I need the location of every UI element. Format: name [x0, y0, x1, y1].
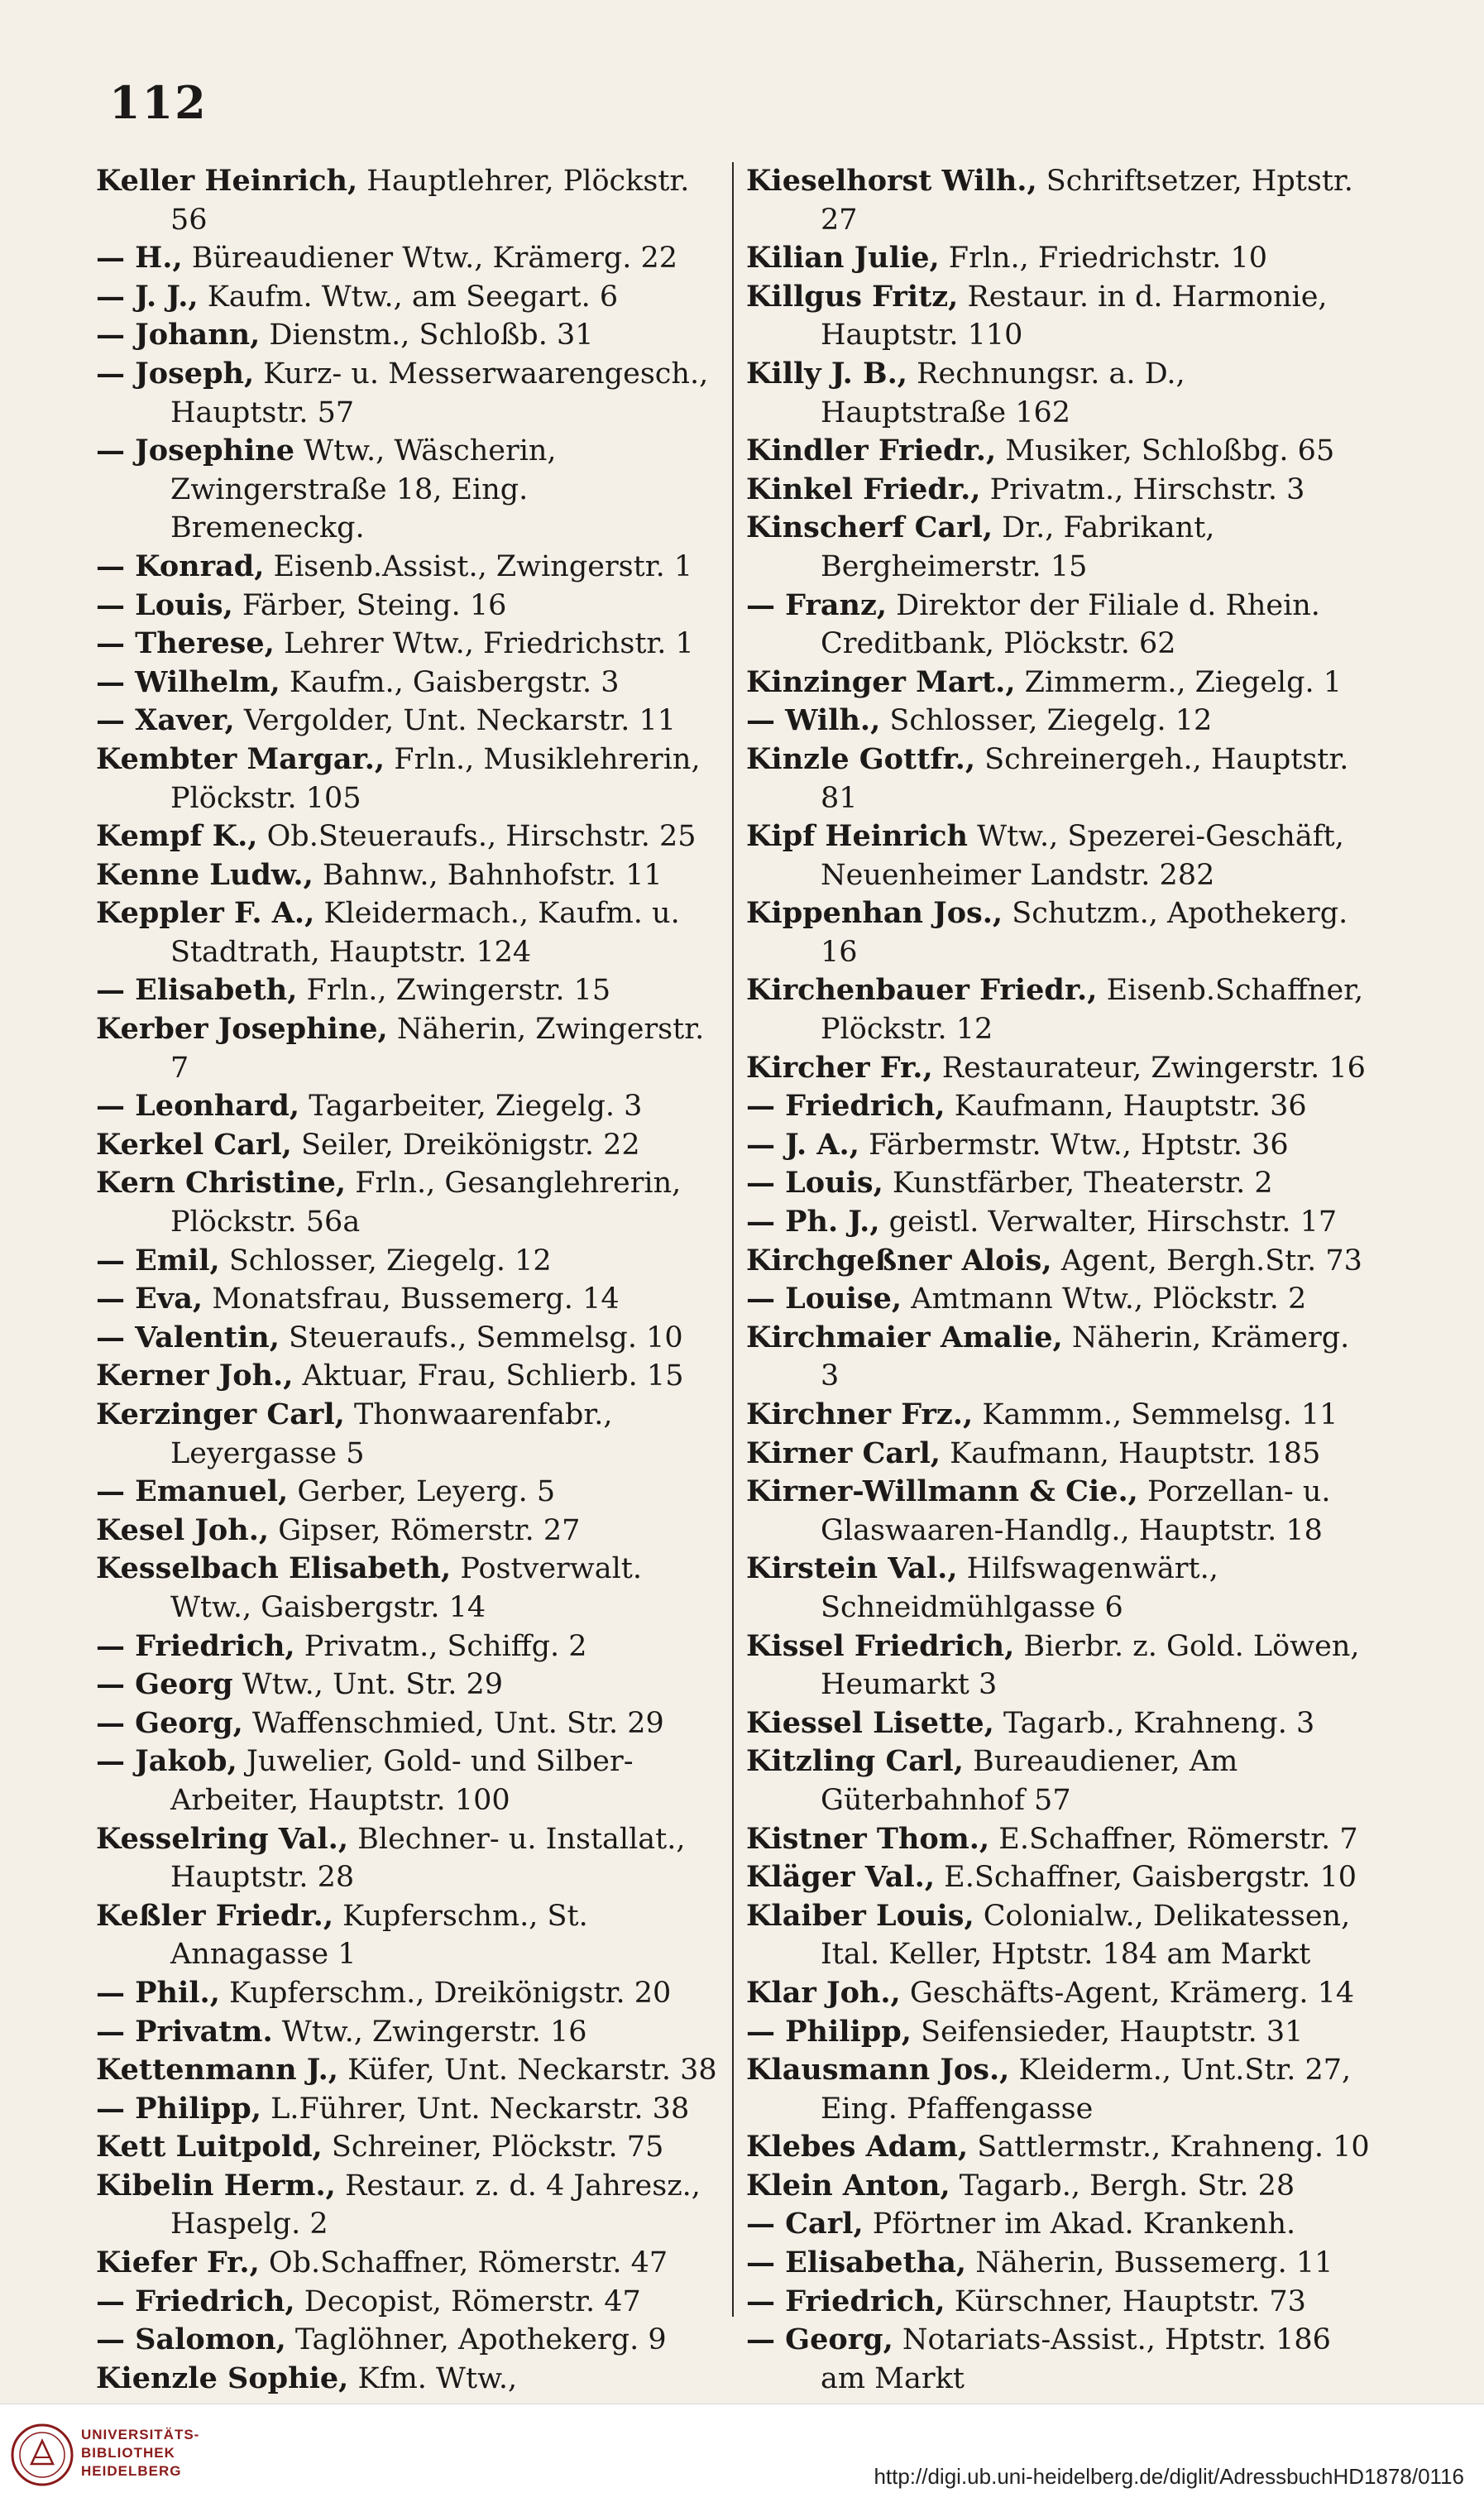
entry-name: Kiefer Fr., — [96, 2246, 260, 2280]
entry-name: Kinscherf Carl, — [746, 511, 993, 545]
directory-entry — [96, 1704, 725, 1743]
entry-name: Kirchmaier Amalie, — [746, 1320, 1063, 1354]
entry-name: — Georg, — [746, 2322, 893, 2357]
entry-name: — Friedrich, — [96, 2284, 295, 2318]
entry-details: Büreaudiener Wtw., Krämerg. 22 — [182, 242, 678, 276]
entry-details: Kaufmann, Hauptstr. 185 — [940, 1436, 1321, 1470]
entry-name: Keßler Friedr., — [96, 1898, 334, 1933]
entry-details: Kaufmann, Hauptstr. 36 — [945, 1090, 1307, 1124]
directory-entry — [746, 355, 1375, 432]
entry-details: Kleiderm., Unt.Str. 27, Eing. Pfaffengasse — [821, 2054, 1352, 2126]
directory-entry — [96, 2051, 725, 2090]
directory-entry — [746, 1126, 1375, 1165]
entry-details: Kaufm., Gaisbergstr. 3 — [280, 665, 620, 699]
entry-name: Kibelin Herm., — [96, 2168, 336, 2203]
entry-details: Notariats-Assist., Hptstr. 186 am Markt — [821, 2323, 1331, 2395]
directory-entry — [96, 1627, 725, 1666]
entry-details: Aktuar, Frau, Schlierb. 15 — [293, 1359, 684, 1393]
entry-details: Hilfswagenwärt., Schneidmühlgasse 6 — [821, 1552, 1218, 1624]
directory-entry — [96, 1280, 725, 1319]
entry-name: — Georg, — [96, 1705, 243, 1740]
directory-entry — [746, 2321, 1375, 2398]
directory-entry — [746, 1473, 1375, 1550]
entry-name: Kerner Joh., — [96, 1359, 294, 1393]
entry-name: Kempf K., — [96, 819, 258, 854]
directory-entry — [96, 239, 725, 278]
entry-name: Kipf Heinrich — [746, 819, 969, 854]
directory-entry — [746, 702, 1375, 741]
directory-entry — [746, 162, 1375, 239]
entry-details: Schlosser, Ziegelg. 12 — [219, 1244, 552, 1277]
entry-details: Bierbr. z. Gold. Löwen, Heumarkt 3 — [821, 1629, 1360, 1702]
directory-entry — [746, 509, 1375, 586]
entry-details: Bahnw., Bahnhofstr. 11 — [313, 858, 663, 892]
entry-details: Kaufm. Wtw., am Seegart. 6 — [198, 280, 619, 314]
entry-details: Seiler, Dreikönigstr. 22 — [291, 1128, 640, 1162]
directory-entry — [746, 1627, 1375, 1704]
entry-details: Dr., Fabrikant, Bergheimerstr. 15 — [821, 511, 1215, 583]
entry-details: Rechnungsr. a. D., Hauptstraße 162 — [821, 357, 1185, 429]
directory-entry — [746, 741, 1375, 817]
entry-name: Kern Christine, — [96, 1166, 347, 1201]
directory-entry — [746, 1897, 1375, 1974]
entry-details: Pförtner im Akad. Krankenh. — [863, 2207, 1296, 2241]
directory-entry — [746, 1974, 1375, 2013]
directory-entry — [746, 664, 1375, 702]
directory-entry — [746, 587, 1375, 664]
entry-details: Kupferschm., Dreikönigstr. 20 — [219, 1976, 672, 2010]
entry-details: Ob.Steueraufs., Hirschstr. 25 — [257, 820, 697, 854]
entry-details: Postverwalt. Wtw., Gaisbergstr. 14 — [170, 1552, 642, 1624]
entry-name: Kircher Fr., — [746, 1050, 933, 1085]
directory-entry — [746, 2051, 1375, 2128]
entry-details: Thonwaarenfabr., Leyergasse 5 — [170, 1398, 613, 1470]
entry-details: Steueraufs., Semmelsg. 10 — [279, 1321, 683, 1354]
left-column — [96, 162, 725, 2437]
directory-entry — [96, 2167, 725, 2244]
entry-name: — Xaver, — [96, 703, 235, 738]
directory-entry — [746, 1280, 1375, 1319]
directory-entry — [746, 1742, 1375, 1819]
entry-details: Kammm., Semmelsg. 11 — [973, 1398, 1338, 1431]
entry-details: Musiker, Schloßbg. 65 — [996, 434, 1335, 468]
entry-name: Keppler F. A., — [96, 896, 315, 931]
entry-name: — Georg — [96, 1667, 233, 1702]
entry-name: — Jakob, — [96, 1744, 237, 1779]
directory-entry — [96, 2090, 725, 2129]
entry-name: Kistner Thom., — [746, 1821, 990, 1856]
entry-details: Juwelier, Gold- und Silber-Arbeiter, Hauptstr. 100 — [170, 1745, 634, 1817]
entry-details: Ob.Schaffner, Römerstr. 47 — [259, 2246, 668, 2280]
directory-entry — [746, 1319, 1375, 1396]
directory-entry — [96, 1396, 725, 1473]
entry-name: Kirner-Willmann & Cie., — [746, 1474, 1138, 1509]
entry-details: Frln., Zwingerstr. 15 — [297, 974, 611, 1008]
entry-details: Näherin, Bussemerg. 11 — [966, 2246, 1333, 2280]
entry-name: — Valentin, — [96, 1320, 280, 1354]
entry-name: Klar Joh., — [746, 1975, 901, 2010]
entry-details: Privatm., Hirschstr. 3 — [980, 472, 1305, 506]
directory-entry — [96, 625, 725, 664]
entry-details: Blechner- u. Installat., Hauptstr. 28 — [170, 1822, 686, 1895]
entry-details: Färbermstr. Wtw., Hptstr. 36 — [859, 1128, 1289, 1162]
entry-name: — Ph. J., — [746, 1205, 880, 1239]
entry-details: Zimmerm., Ziegelg. 1 — [1015, 665, 1343, 699]
entry-details: Eisenb.Schaffner, Plöckstr. 12 — [821, 974, 1364, 1047]
directory-entry — [96, 1974, 725, 2013]
entry-name: Kippenhan Jos., — [746, 896, 1003, 931]
entry-name: Kissel Friedrich, — [746, 1628, 1015, 1663]
entry-details: Schreiner, Plöckstr. 75 — [322, 2131, 664, 2164]
directory-entry — [746, 2013, 1375, 2052]
entry-name: Kienzle Sophie, — [96, 2361, 349, 2395]
entry-name: Klebes Adam, — [746, 2130, 969, 2164]
entry-details: Restaur. z. d. 4 Jahresz., Haspelg. 2 — [170, 2169, 701, 2241]
entry-details: Wtw., Zwingerstr. 16 — [272, 2015, 587, 2049]
library-logo-text — [81, 2426, 199, 2481]
entry-details: Waffenschmied, Unt. Str. 29 — [242, 1706, 664, 1740]
entry-name: — Johann, — [96, 318, 261, 352]
entry-details: Tagarbeiter, Ziegelg. 3 — [299, 1090, 643, 1124]
entry-details: Wtw., Wäscherin, Zwingerstraße 18, Eing. Bremeneckg. — [170, 434, 557, 545]
entry-name: Kinkel Friedr., — [746, 472, 981, 506]
directory-entry — [96, 548, 725, 587]
entry-details: Porzellan- u. Glaswaaren-Handlg., Hauptstr. 18 — [821, 1475, 1331, 1547]
directory-entry — [96, 856, 725, 895]
directory-entry — [746, 1704, 1375, 1743]
entry-details: Monatsfrau, Bussemerg. 14 — [203, 1282, 620, 1316]
entry-name: Kinzinger Mart., — [746, 664, 1016, 699]
column-divider — [732, 162, 734, 2317]
directory-entry — [96, 1242, 725, 1281]
entry-details: Hauptlehrer, Plöckstr. 56 — [170, 165, 690, 237]
footer-bar — [0, 2404, 1484, 2507]
entry-details: Restaurateur, Zwingerstr. 16 — [932, 1051, 1366, 1085]
entry-details: Kunstfärber, Theaterstr. 2 — [883, 1167, 1273, 1201]
directory-entry — [96, 1087, 725, 1126]
entry-details: Tagarb., Krahneng. 3 — [993, 1706, 1315, 1740]
entry-details: Gipser, Römerstr. 27 — [269, 1513, 581, 1547]
directory-entry — [96, 587, 725, 626]
directory-entry — [746, 971, 1375, 1048]
entry-details: Schlosser, Ziegelg. 12 — [880, 704, 1213, 738]
directory-entry — [746, 1203, 1375, 1242]
directory-entry — [96, 971, 725, 1010]
entry-details: Schreinergeh., Hauptstr. 81 — [821, 742, 1349, 815]
entry-details: Dienstm., Schloßb. 31 — [260, 319, 594, 352]
directory-entry — [96, 817, 725, 856]
entry-name: Kesselring Val., — [96, 1821, 349, 1856]
entry-details: geistl. Verwalter, Hirschstr. 17 — [879, 1206, 1338, 1239]
entry-details: Schriftsetzer, Hptstr. 27 — [821, 165, 1353, 237]
entry-details: Näherin, Krämerg. 3 — [821, 1321, 1350, 1393]
directory-entry — [96, 894, 725, 971]
directory-entry — [96, 2244, 725, 2283]
directory-entry — [746, 817, 1375, 894]
entry-name: Killy J. B., — [746, 356, 907, 391]
entry-details: Eisenb.Assist., Zwingerstr. 1 — [264, 549, 693, 583]
directory-entry — [746, 1396, 1375, 1435]
directory-entry — [746, 432, 1375, 471]
entry-details: Sattlermstr., Krahneng. 10 — [968, 2131, 1370, 2164]
directory-entry — [746, 1164, 1375, 1203]
right-column — [746, 162, 1375, 2476]
entry-details: Seifensieder, Hauptstr. 31 — [911, 2015, 1304, 2049]
entry-name: Kilian Julie, — [746, 241, 940, 276]
entry-name: Kirchenbauer Friedr., — [746, 973, 1098, 1008]
entry-name: Keller Heinrich, — [96, 164, 358, 198]
entry-details: Wtw., Unt. Str. 29 — [232, 1668, 504, 1702]
entry-details: L.Führer, Unt. Neckarstr. 38 — [261, 2092, 690, 2126]
entry-details: Bureaudiener, Am Güterbahnhof 57 — [821, 1745, 1238, 1817]
entry-name: — Philipp, — [96, 2091, 261, 2126]
directory-entry — [746, 471, 1375, 510]
entry-details: Geschäfts-Agent, Krämerg. 14 — [900, 1976, 1355, 2010]
logo-line-2: BIBLIOTHEK — [81, 2445, 175, 2461]
entry-name: — Carl, — [746, 2207, 864, 2241]
directory-entry — [96, 2283, 725, 2322]
logo-line-1: UNIVERSITÄTS- — [81, 2427, 200, 2442]
entry-name: — H., — [96, 241, 183, 276]
entry-details: Färber, Steing. 16 — [232, 588, 507, 622]
entry-details: Frln., Musiklehrerin, Plöckstr. 105 — [170, 742, 701, 815]
directory-entry — [96, 741, 725, 817]
entry-name: — Elisabeth, — [96, 973, 298, 1008]
entry-name: Killgus Fritz, — [746, 279, 959, 314]
directory-entry — [746, 1242, 1375, 1281]
entry-name: Klausmann Jos., — [746, 2053, 1010, 2088]
university-seal-icon — [10, 2423, 74, 2487]
entry-details: E.Schaffner, Römerstr. 7 — [989, 1822, 1358, 1856]
directory-entry — [96, 1126, 725, 1165]
entry-name: — Friedrich, — [96, 1628, 295, 1663]
directory-entry — [96, 1319, 725, 1358]
directory-entry — [96, 664, 725, 702]
entry-name: Klaiber Louis, — [746, 1898, 974, 1933]
directory-entry — [96, 2013, 725, 2052]
entry-details: Restaur. in d. Harmonie, Hauptstr. 110 — [821, 280, 1328, 352]
logo-line-3: HEIDELBERG — [81, 2463, 182, 2479]
entry-name: Kembter Margar., — [96, 741, 385, 776]
directory-entry — [746, 239, 1375, 278]
entry-details: Schutzm., Apothekerg. 16 — [821, 897, 1348, 969]
entry-name: — Privatm. — [96, 2014, 273, 2049]
entry-name: — Salomon, — [96, 2322, 286, 2357]
entry-name: — Friedrich, — [746, 1089, 945, 1124]
page-number: 112 — [109, 76, 208, 129]
entry-details: Frln., Friedrichstr. 10 — [939, 242, 1268, 276]
entry-details: Küfer, Unt. Neckarstr. 38 — [337, 2054, 717, 2088]
entry-details: Kleidermach., Kaufm. u. Stadtrath, Hauptstr. 124 — [170, 897, 680, 969]
entry-name: Kiessel Lisette, — [746, 1705, 994, 1740]
directory-entry — [746, 1820, 1375, 1859]
directory-entry — [746, 894, 1375, 971]
directory-entry — [96, 1742, 725, 1819]
directory-entry — [746, 1049, 1375, 1088]
entry-details: Vergolder, Unt. Neckarstr. 11 — [234, 704, 677, 738]
entry-details: Kupferschm., St. Annagasse 1 — [170, 1899, 588, 1972]
entry-details: Agent, Bergh.Str. 73 — [1051, 1244, 1362, 1277]
directory-entry — [96, 1820, 725, 1897]
entry-name: — Joseph, — [96, 356, 255, 391]
directory-entry — [96, 1164, 725, 1241]
directory-entry — [96, 2128, 725, 2167]
directory-entry — [96, 355, 725, 432]
entry-name: Kett Luitpold, — [96, 2130, 323, 2164]
entry-name: — Emil, — [96, 1243, 220, 1277]
directory-entry — [96, 316, 725, 355]
entry-details: Wtw., Spezerei-Geschäft, Neuenheimer Landstr. 282 — [821, 820, 1344, 892]
entry-name: — Louise, — [746, 1282, 902, 1316]
entry-details: Direktor der Filiale d. Rhein. Creditbank, Plöckstr. 62 — [821, 588, 1320, 661]
entry-name: — Josephine — [96, 434, 294, 468]
entry-name: Kerber Josephine, — [96, 1012, 388, 1047]
entry-name: Kirchgeßner Alois, — [746, 1243, 1052, 1277]
entry-name: Kitzling Carl, — [746, 1744, 964, 1779]
directory-entry — [96, 1666, 725, 1704]
directory-entry — [746, 2167, 1375, 2206]
entry-name: — Wilh., — [746, 703, 881, 738]
entry-details: Kurz- u. Messerwaarengesch., Hauptstr. 57 — [170, 357, 709, 429]
directory-entry — [96, 1550, 725, 1627]
entry-name: Kesel Joh., — [96, 1512, 270, 1547]
directory-entry — [746, 278, 1375, 355]
entry-name: — Konrad, — [96, 549, 265, 583]
directory-entry — [746, 1550, 1375, 1627]
directory-entry — [96, 278, 725, 317]
entry-details: Privatm., Schiffg. 2 — [294, 1629, 587, 1663]
entry-name: — Louis, — [96, 587, 233, 622]
entry-name: Kenne Ludw., — [96, 857, 314, 892]
directory-entry — [746, 2283, 1375, 2322]
entry-details: Colonialw., Delikatessen, Ital. Keller, Hptstr. 184 am Markt — [821, 1899, 1351, 1972]
directory-entry — [96, 2321, 725, 2360]
entry-name: — Wilhelm, — [96, 664, 280, 699]
directory-entry — [96, 1010, 725, 1087]
directory-entry — [746, 1858, 1375, 1897]
directory-entry — [746, 1435, 1375, 1474]
entry-name: — Franz, — [746, 587, 888, 622]
entry-name: — Phil., — [96, 1975, 220, 2010]
entry-details: Tagarb., Bergh. Str. 28 — [950, 2169, 1295, 2203]
entry-name: Kieselhorst Wilh., — [746, 164, 1037, 198]
entry-name: Kläger Val., — [746, 1860, 936, 1895]
entry-name: Klein Anton, — [746, 2168, 950, 2203]
entry-name: Kirner Carl, — [746, 1436, 941, 1470]
directory-entry — [96, 702, 725, 741]
directory-entry — [96, 1357, 725, 1396]
source-url-link[interactable]: http://digi.ub.uni-heidelberg.de/diglit/AdressbuchHD1878/0116 — [874, 2464, 1464, 2489]
entry-name: — Emanuel, — [96, 1474, 289, 1509]
directory-entry — [96, 1897, 725, 1974]
entry-name: Kindler Friedr., — [746, 434, 997, 468]
entry-details: Näherin, Zwingerstr. 7 — [170, 1013, 705, 1085]
entry-name: — Elisabetha, — [746, 2246, 967, 2280]
entry-details: E.Schaffner, Gaisbergstr. 10 — [935, 1861, 1357, 1895]
entry-details: Gerber, Leyerg. 5 — [288, 1475, 556, 1509]
entry-name: — Leonhard, — [96, 1089, 300, 1124]
entry-name: Kirstein Val., — [746, 1551, 958, 1586]
entry-details: Lehrer Wtw., Friedrichstr. 1 — [274, 627, 694, 661]
entry-name: — J. A., — [746, 1127, 859, 1162]
directory-entry — [746, 2128, 1375, 2167]
entry-name: Kirchner Frz., — [746, 1397, 974, 1431]
entry-name: — Friedrich, — [746, 2284, 945, 2318]
directory-entry — [96, 1473, 725, 1512]
entry-name: Kinzle Gottfr., — [746, 741, 976, 776]
entry-details: Kürschner, Hauptstr. 73 — [945, 2284, 1306, 2318]
entry-name: Kerkel Carl, — [96, 1127, 292, 1162]
entry-name: Kerzinger Carl, — [96, 1397, 345, 1431]
entry-details: Taglöhner, Apothekerg. 9 — [285, 2323, 667, 2357]
entry-details: Amtmann Wtw., Plöckstr. 2 — [902, 1282, 1307, 1316]
entry-name: Kettenmann J., — [96, 2053, 338, 2088]
directory-entry — [746, 1087, 1375, 1126]
entry-details: Frln., Gesanglehrerin, Plöckstr. 56a — [170, 1167, 682, 1239]
entry-name: — J. J., — [96, 279, 199, 314]
entry-name: — Louis, — [746, 1166, 883, 1201]
directory-entry — [96, 1512, 725, 1551]
directory-entry — [746, 2205, 1375, 2244]
entry-details: Kfm. Wtw., — [357, 2361, 518, 2395]
entry-details: Decopist, Römerstr. 47 — [294, 2284, 641, 2318]
entry-name: — Philipp, — [746, 2014, 912, 2049]
entry-name: Kesselbach Elisabeth, — [96, 1551, 452, 1586]
directory-entry — [96, 162, 725, 239]
entry-name: — Eva, — [96, 1282, 203, 1316]
directory-entry — [96, 432, 725, 548]
entry-name: — Therese, — [96, 626, 275, 661]
directory-entry — [746, 2244, 1375, 2283]
